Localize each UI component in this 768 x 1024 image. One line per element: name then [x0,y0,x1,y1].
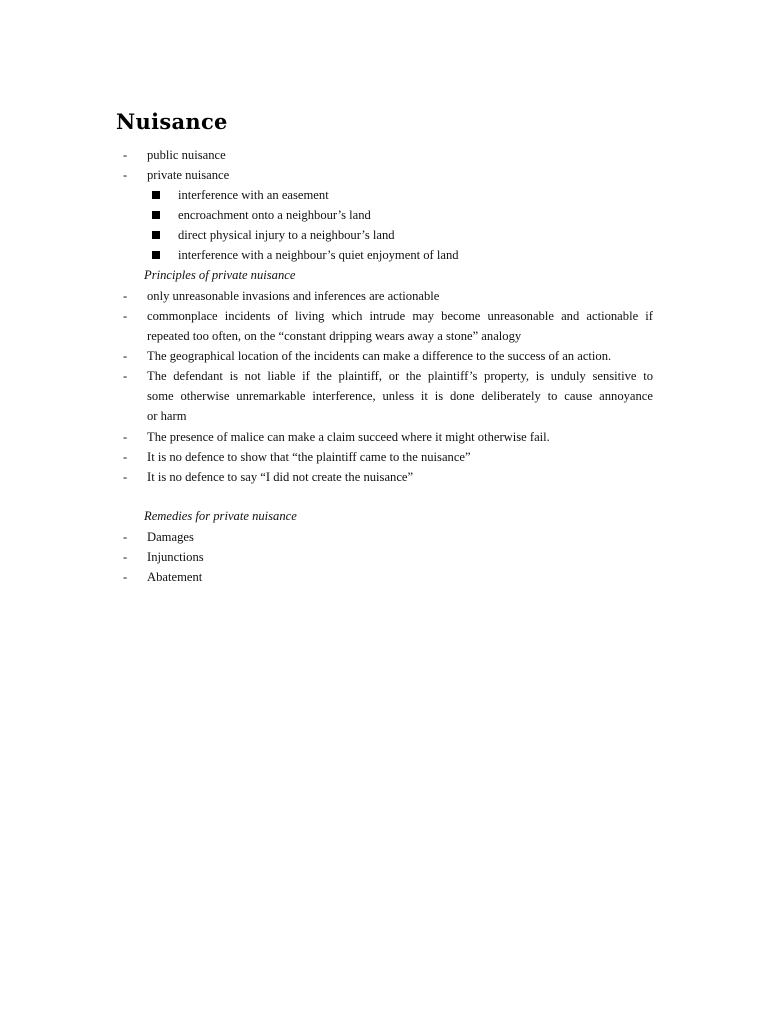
principles-heading: Principles of private nuisance [144,268,296,282]
dash-bullet: - [123,309,128,323]
list-item-text: commonplace incidents of living which intrude may become unreasonable and actionable if [147,309,653,323]
list-item-text: repeated too often, on the “constant dripping wears away a stone” analogy [147,329,522,343]
sub-list-item-text: interference with a neighbour’s quiet enjoyment of land [178,248,459,262]
dash-bullet: - [123,430,128,444]
dash-bullet: - [123,168,128,182]
page-title: Nuisance [116,109,228,134]
dash-bullet: - [123,450,128,464]
list-item-text: It is no defence to show that “the plaintiff came to the nuisance” [147,450,471,464]
square-bullet-icon [152,231,160,239]
list-item-text: The defendant is not liable if the plaintiff, or the plaintiff’s property, is unduly sensitive to [147,369,653,383]
list-item-text: public nuisance [147,148,226,162]
list-item-text: The geographical location of the incidents can make a difference to the success of an action. [147,349,612,363]
dash-bullet: - [123,289,128,303]
sub-list-item-text: interference with an easement [178,188,329,202]
square-bullet-icon [152,251,160,259]
dash-bullet: - [123,530,128,544]
square-bullet-icon [152,211,160,219]
list-item-text: Abatement [147,570,203,584]
dash-bullet: - [123,570,128,584]
dash-bullet: - [123,369,128,383]
list-item-text: some otherwise unremarkable interference, unless it is done deliberately to cause annoyance [147,389,653,403]
remedies-heading: Remedies for private nuisance [144,509,297,523]
list-item-text: Damages [147,530,194,544]
dash-bullet: - [123,550,128,564]
square-bullet-icon [152,191,160,199]
dash-bullet: - [123,470,128,484]
list-item-text: or harm [147,409,187,423]
dash-bullet: - [123,148,128,162]
list-item-text: only unreasonable invasions and inferences are actionable [147,289,440,303]
list-item-text: It is no defence to say “I did not create the nuisance” [147,470,414,484]
list-item-text: The presence of malice can make a claim succeed where it might otherwise fail. [147,430,550,444]
sub-list-item-text: direct physical injury to a neighbour’s land [178,228,395,242]
sub-list-item-text: encroachment onto a neighbour’s land [178,208,371,222]
list-item-text: private nuisance [147,168,230,182]
dash-bullet: - [123,349,128,363]
list-item-text: Injunctions [147,550,204,564]
